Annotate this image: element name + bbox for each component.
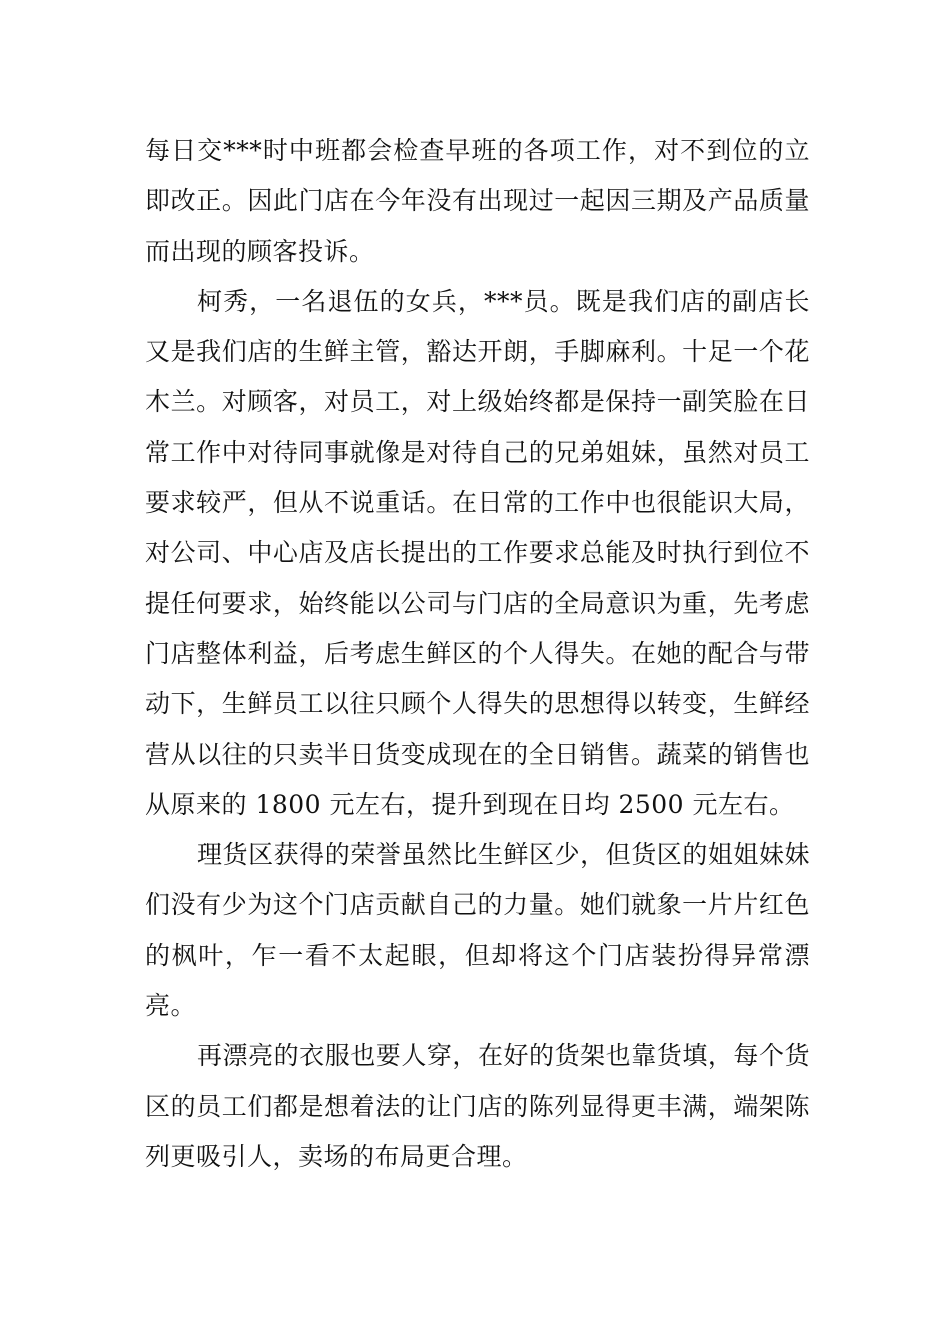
paragraph-1: 每日交***时中班都会检查早班的各项工作，对不到位的立即改正。因此门店在今年没有出现过一起因三期及产品质量而出现的顾客投诉。 bbox=[145, 136, 810, 266]
document-body bbox=[145, 126, 810, 1182]
paragraph-4: 再漂亮的衣服也要人穿，在好的货架也靠货填，每个货区的员工们都是想着法的让门店的陈列显得更丰满，端架陈列更吸引人，卖场的布局更合理。 bbox=[145, 1041, 810, 1171]
paragraph-3: 理货区获得的荣誉虽然比生鲜区少，但货区的姐姐妹妹们没有少为这个门店贡献自己的力量。她们就象一片片红色的枫叶，乍一看不太起眼，但却将这个门店装扮得异常漂亮。 bbox=[145, 840, 810, 1021]
paragraph-2: 柯秀，一名退伍的女兵，***员。既是我们店的副店长又是我们店的生鲜主管，豁达开朗，手脚麻利。十足一个花木兰。对顾客，对员工，对上级始终都是保持一副笑脸在日常工作中对待同事就像是对待自己的兄弟姐妹，虽然对员工要求较严，但从不说重话。在日常的工作中也很能识大局，对公司、中心店及店长提出的工作要求总能及时执行到位不提任何要求，始终能以公司与门店的全局意识为重，先考虑门店整体利益，后考虑生鲜区的个人得失。在她的配合与带动下，生鲜员工以往只顾个人得失的思想得以转变，生鲜经营从以往的只卖半日货变成现在的全日销售。蔬菜的销售也从原来的 1800 元左右，提升到现在日均 2500 元左右。 bbox=[145, 286, 810, 819]
